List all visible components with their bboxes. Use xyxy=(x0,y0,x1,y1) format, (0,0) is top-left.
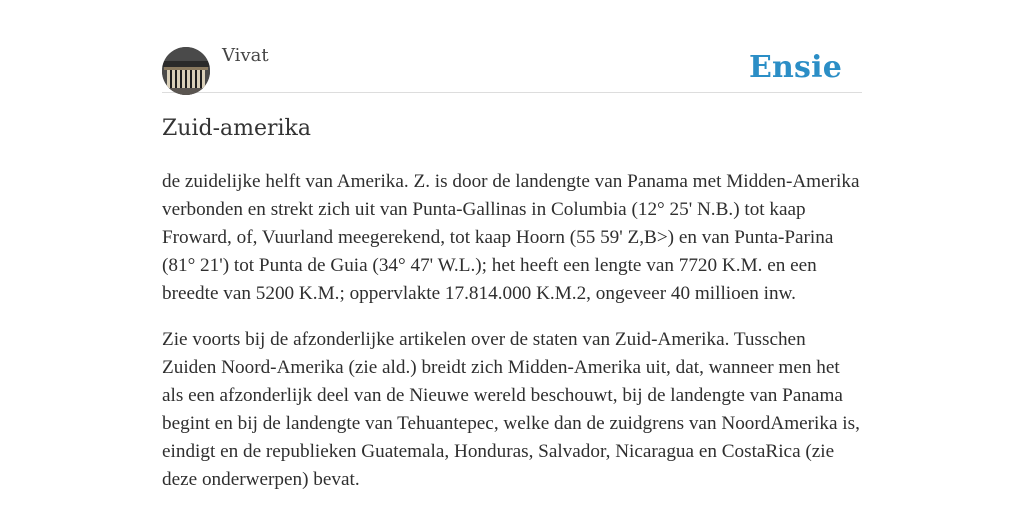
author-avatar[interactable] xyxy=(162,47,210,95)
article-body xyxy=(162,168,864,512)
columns-building-icon xyxy=(162,47,210,95)
article-page xyxy=(162,0,862,490)
author-name[interactable]: Vivat xyxy=(222,45,269,66)
ensie-logo[interactable]: Ensie xyxy=(748,50,842,85)
header xyxy=(162,0,862,93)
article-paragraph: Zie voorts bij de afzonderlijke artikelen over de staten van Zuid-Amerika. Tusschen Zuiden Noord-Amerika (zie ald.) breidt zich Midden-Amerika uit, dat, wanneer men het als een afzonderlijk deel van de Nieuwe wereld beschouwt, bij de landengte van Panama begint en bij de landengte van Tehuantepec, welke dan de zuidgrens van NoordAmerika is, eindigt en de republieken Guatemala, Honduras, Salvador, Nicaragua en CostaRica (zie deze onderwerpen) bevat. xyxy=(162,329,860,490)
article-paragraph: de zuidelijke helft van Amerika. Z. is door de landengte van Panama met Midden-Amerika verbonden en strekt zich uit van Punta-Gallinas in Columbia (12° 25' N.B.) tot kaap Froward, of, Vuurland meegerekend, tot kaap Hoorn (55 59' Z,B>) en van Punta-Parina (81° 21') tot Punta de Guia (34° 47' W.L.); het heeft een lengte van 7720 K.M. en een breedte van 5200 K.M.; oppervlakte 17.814.000 K.M.2, ongeveer 40 millioen inw. xyxy=(162,171,860,304)
article-title: Zuid-amerika xyxy=(162,116,312,141)
